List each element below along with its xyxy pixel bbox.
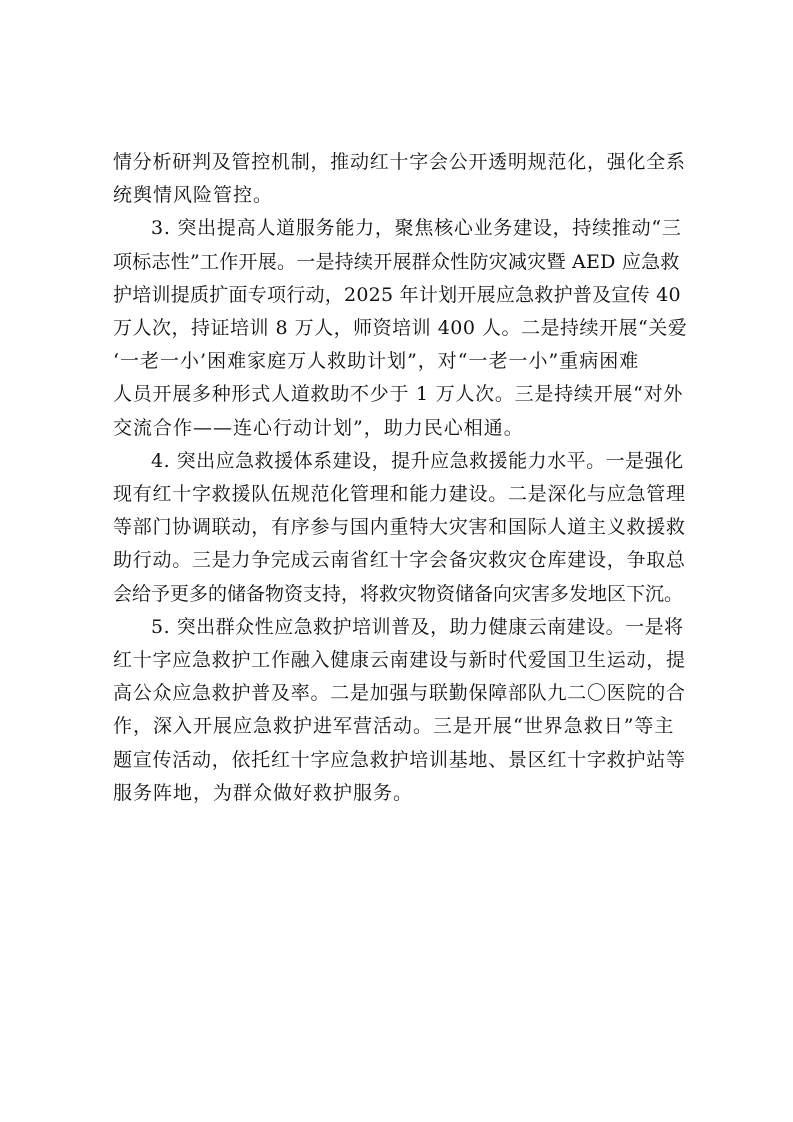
text-line: 助行动。三是力争完成云南省红十字会备灾救灾仓库建设，争取总 (113, 549, 686, 572)
text-line: 统舆情风险管控。 (113, 184, 274, 207)
text-line: 交流合作——连心行动计划”，助力民心相通。 (113, 416, 524, 439)
text-line: 3. 突出提高人道服务能力，聚焦核心业务建设，持续推动“三 (151, 217, 682, 240)
text-line: 会给予更多的储备物资支持，将救灾物资储备向灾害多发地区下沉。 (113, 582, 684, 605)
text-line: 护培训提质扩面专项行动，2025 年计划开展应急救护普及宣传 40 (113, 283, 681, 306)
text-line: 5. 突出群众性应急救护培训普及，助力健康云南建设。一是将 (151, 615, 684, 638)
text-line: ‘一老一小’困难家庭万人救助计划”，对“一老一小”重病困难 (113, 350, 640, 373)
paragraph-item-3 (113, 212, 687, 444)
text-line: 作，深入开展应急救护进军营活动。三是开展“世界急救日”等主 (113, 715, 675, 738)
text-line: 红十字应急救护工作融入健康云南建设与新时代爱国卫生运动，提 (113, 649, 686, 672)
text-line: 现有红十字救援队伍规范化管理和能力建设。二是深化与应急管理 (113, 483, 686, 506)
text-line: 题宣传活动，依托红十字应急救护培训基地、景区红十字救护站等 (113, 748, 686, 771)
text-line: 人员开展多种形式人道救助不少于 1 万人次。三是持续开展“对外 (113, 383, 684, 406)
paragraph-item-5 (113, 611, 687, 810)
text-line: 服务阵地，为群众做好救护服务。 (113, 781, 414, 804)
text-line: 等部门协调联动，有序参与国内重特大灾害和国际人道主义救援救 (113, 516, 686, 539)
document-body (113, 146, 687, 810)
text-line: 项标志性”工作开展。一是持续开展群众性防灾减灾暨 AED 应急救 (113, 250, 680, 273)
paragraph-item-4 (113, 445, 687, 611)
text-line: 高公众应急救护普及率。二是加强与联勤保障部队九二〇医院的合 (113, 682, 686, 705)
text-line: 4. 突出应急救援体系建设，提升应急救援能力水平。一是强化 (151, 449, 684, 472)
text-line: 情分析研判及管控机制，推动红十字会公开透明规范化，强化全系 (113, 151, 686, 173)
paragraph-continuation (113, 146, 687, 212)
text-line: 万人次，持证培训 8 万人，师资培训 400 人。二是持续开展“关爱 (113, 317, 688, 340)
